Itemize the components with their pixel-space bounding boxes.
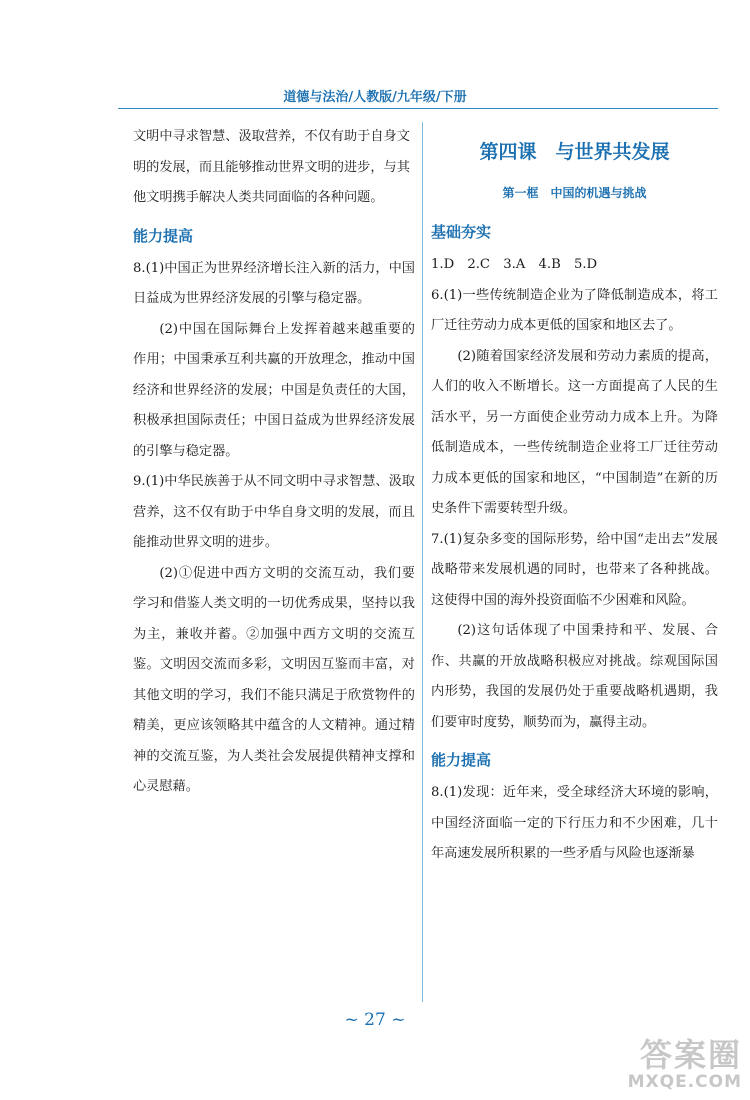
page-number: ~ 27 ~ <box>344 1010 406 1030</box>
q7-part2: (2)这句话体现了中国秉持和平、发展、合作、共赢的开放战略积极应对挑战。综观国际国内形势，我国的发展仍处于重要战略机遇期，我们要审时度势，顺势而为，赢得主动。 <box>431 623 718 730</box>
watermark-logo <box>628 1038 742 1092</box>
frame-title: 第一框 中国的机遇与挑战 <box>502 186 647 200</box>
watermark-url: MXQE.COM <box>627 1072 742 1092</box>
q8-right-part1: 8.(1)发现：近年来，受全球经济大环境的影响，中国经济面临一定的下行压力和不少困难，几十年高速发展所积累的一些矛盾与风险也逐渐暴 <box>431 785 718 861</box>
lesson-title: 第四课 与世界共发展 <box>479 141 670 163</box>
choice-answers: 1.D 2.C 3.A 4.B 5.D <box>431 257 598 272</box>
header-rule <box>118 108 718 109</box>
q9-part1: 9.(1)中华民族善于从不同文明中寻求智慧、汲取营养，这不仅有助于中华自身文明的发展，而且能推动世界文明的进步。 <box>133 474 415 550</box>
q7-part1: 7.(1)复杂多变的国际形势，给中国“走出去”发展战略带来发展机遇的同时，也带来了各种挑战。这使得中国的海外投资面临不少困难和风险。 <box>431 531 718 608</box>
q8-part2: (2)中国在国际舞台上发挥着越来越重要的作用；中国秉承互利共赢的开放理念，推动中国经济和世界经济的发展；中国是负责任的大国，积极承担国际责任；中国日益成为世界经济发展的引擎与稳定器。 <box>133 321 415 459</box>
q6-part2: (2)随着国家经济发展和劳动力素质的提高，人们的收入不断增长。这一方面提高了人民的生活水平，另一方面使企业劳动力成本上升。为降低制造成本，一些传统制造企业将工厂迁往劳动力成本更低的国家和地区，“中国制造”在新的历史条件下需要转型升级。 <box>431 348 718 516</box>
section-title-basics: 基础夯实 <box>431 223 492 241</box>
section-title-ability: 能力提高 <box>133 226 194 245</box>
running-header: 道德与法治/人教版/九年级/下册 <box>283 90 467 105</box>
q8-part1: 8.(1)中国正为世界经济增长注入新的活力，中国日益成为世界经济发展的引擎与稳定器。 <box>133 260 415 306</box>
page-body <box>133 122 718 1002</box>
right-column <box>431 122 718 870</box>
section-title-ability-right: 能力提高 <box>431 751 492 769</box>
q9-part2: (2)①促进中西方文明的交流互动，我们要学习和借鉴人类文明的一切优秀成果，坚持以我为主，兼收并蓄。②加强中西方文明的交流互鉴。文明因交流而多彩，文明因互鉴而丰富，对其他文明的学习，我们不能只满足于欣赏物件的精美，更应该领略其中蕴含的人文精神。通过精神的交流互鉴，为人类社会发展提供精神支撑和心灵慰藉。 <box>133 565 415 794</box>
left-column <box>133 122 415 803</box>
intro-line-3: 他文明携手解决人类共同面临的各种问题。 <box>133 190 384 205</box>
column-divider <box>422 122 423 1002</box>
watermark-brand: 答案圈 <box>639 1036 742 1074</box>
intro-line-2: 明的发展，而且能够推动世界文明的进步，与其 <box>133 159 410 175</box>
q6-part1: 6.(1)一些传统制造企业为了降低制造成本，将工厂迁往劳动力成本更低的国家和地区去了。 <box>431 287 718 333</box>
intro-line-1: 文明中寻求智慧、汲取营养，不仅有助于自身文 <box>133 129 410 144</box>
